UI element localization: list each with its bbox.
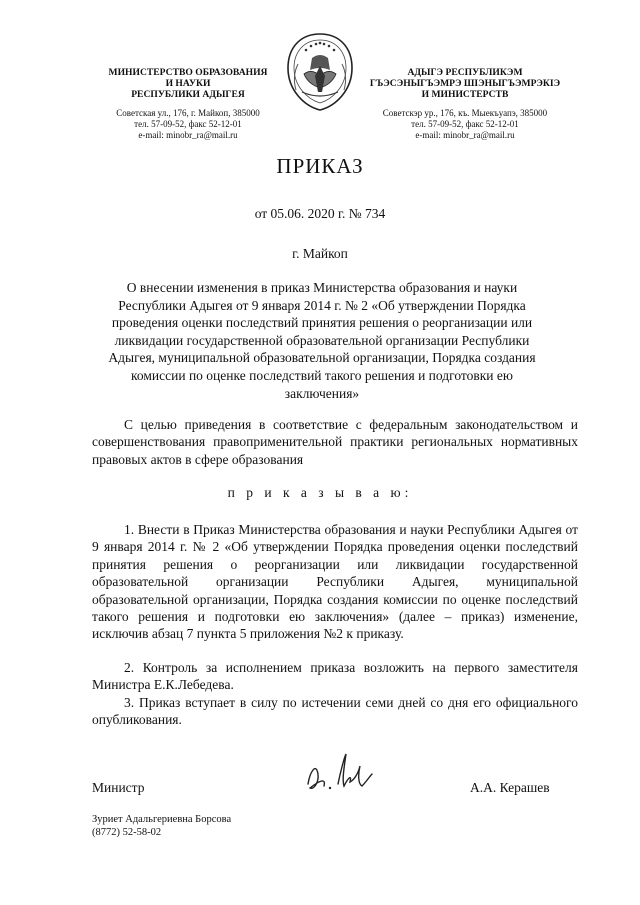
org-phone: тел. 57-09-52, факс 52-12-01 xyxy=(134,119,242,129)
order-item-3: 3. Приказ вступает в силу по истечении семи дней со дня его официального опубликования. xyxy=(92,695,578,728)
order-item-2: 2. Контроль за исполнением приказа возложить на первого заместителя Министра Е.К.Лебедева. xyxy=(92,660,578,693)
org-name-line: И НАУКИ xyxy=(165,78,211,89)
coat-of-arms-icon xyxy=(282,30,358,114)
org-name-line: АДЫГЭ РЕСПУБЛИКЭМ xyxy=(407,67,523,78)
executor-name: Зуриет Адальгериевна Борсова xyxy=(92,814,232,825)
org-name-line: И МИНИСТЕРСТВ xyxy=(421,89,509,100)
preamble-paragraph: С целью приведения в соответствие с федеральным законодательством и совершенствования правоприменительной практики региональных нормативных правовых актов в сфере образования xyxy=(92,417,578,467)
signatory-position: Министр xyxy=(92,780,145,795)
letterhead-left xyxy=(78,67,298,141)
org-name-line: МИНИСТЕРСТВО ОБРАЗОВАНИЯ xyxy=(108,67,268,78)
decree-word: п р и к а з ы в а ю: xyxy=(227,485,413,500)
document-city: г. Майкоп xyxy=(292,246,348,261)
org-email: e-mail: minobr_ra@mail.ru xyxy=(138,130,238,140)
signatory-name: А.А. Керашев xyxy=(470,780,550,795)
handwritten-signature-icon xyxy=(300,744,380,800)
org-email: e-mail: minobr_ra@mail.ru xyxy=(415,130,515,140)
order-number-date: от 05.06. 2020 г. № 734 xyxy=(254,206,386,221)
org-phone: тел. 57-09-52, факс 52-12-01 xyxy=(411,119,519,129)
order-item-1: 1. Внести в Приказ Министерства образования и науки Республики Адыгея от 9 января 2014 г. № 2 «Об утверждении Порядка проведения оценки последствий принятия решения о реорганизации или ликвидации государственной образовательной организации Республики Адыгея, муниципальной образовательной организации, Порядка создания комиссии по оценке последствий такого решения и подготовки ею заключения» (далее – приказ) изменение, исключив абзац 7 пункта 5 приложения №2 к приказу. xyxy=(92,522,578,642)
org-address: Советская ул., 176, г. Майкоп, 385000 xyxy=(116,108,260,118)
org-name-line: ГЪЭСЭНЫГЪЭМРЭ ШIЭНЫГЪЭМРЭКIЭ xyxy=(369,78,561,89)
org-address: Советскэр ур., 176, къ. Мыекъуапэ, 385000 xyxy=(382,108,548,118)
document-title: ПРИКАЗ xyxy=(276,154,364,178)
document-subject: О внесении изменения в приказ Министерства образования и науки Республики Адыгея от 9 января 2014 г. № 2 «Об утверждении Порядка проведения оценки последствий принятия решения о реорганизации или ликвидации государственной образовательной организации Республики Адыгея, муниципальной образовательной организации, Порядка создания комиссии по оценке последствий такого решения и подготовки ею заключения» xyxy=(108,280,536,401)
executor-phone: (8772) 52-58-02 xyxy=(92,827,162,838)
org-name-line: РЕСПУБЛИКИ АДЫГЕЯ xyxy=(131,89,245,100)
letterhead-right xyxy=(355,67,575,141)
